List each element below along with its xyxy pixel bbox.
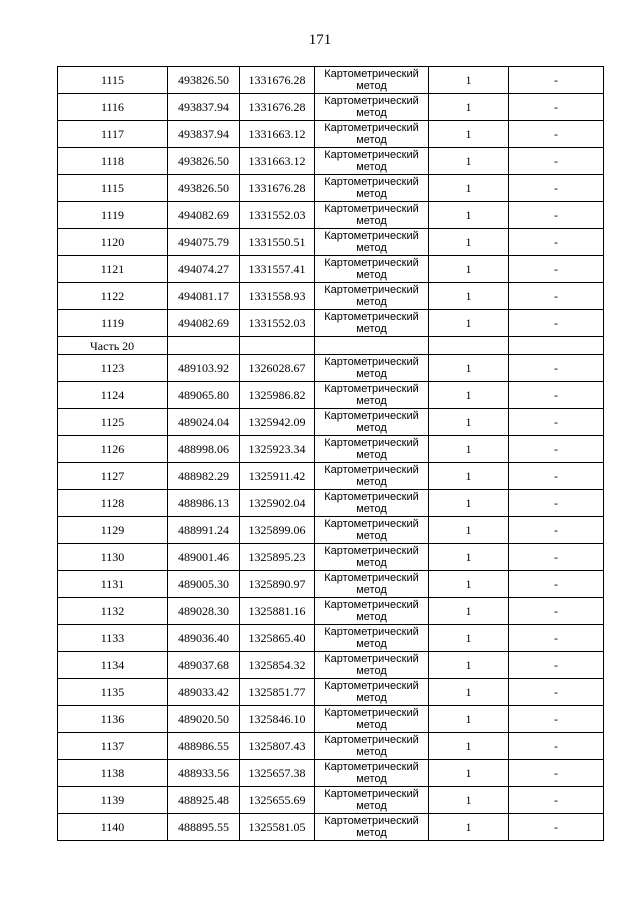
empty-cell — [509, 337, 604, 355]
point-number-cell: 1119 — [58, 202, 168, 229]
method-line-1: Картометрический — [324, 491, 419, 503]
y-coordinate-cell: 1331558.93 — [240, 283, 315, 310]
table-row — [58, 679, 604, 706]
empty-cell — [240, 337, 315, 355]
y-coordinate-cell: 1331676.28 — [240, 175, 315, 202]
method-line-1: Картометрический — [324, 437, 419, 449]
method-line-1: Картометрический — [324, 203, 419, 215]
table-row — [58, 706, 604, 733]
y-coordinate-cell: 1331552.03 — [240, 202, 315, 229]
method-line-2: метод — [356, 368, 387, 380]
note-cell: - — [509, 463, 604, 490]
y-coordinate-cell: 1331663.12 — [240, 121, 315, 148]
method-cell — [315, 409, 429, 436]
note-cell: - — [509, 409, 604, 436]
accuracy-cell: 1 — [429, 67, 509, 94]
y-coordinate-cell: 1325657.38 — [240, 760, 315, 787]
accuracy-cell: 1 — [429, 760, 509, 787]
note-cell: - — [509, 355, 604, 382]
method-line-1: Картометрический — [324, 230, 419, 242]
method-line-2: метод — [356, 107, 387, 119]
y-coordinate-cell: 1331663.12 — [240, 148, 315, 175]
method-line-2: метод — [356, 719, 387, 731]
table-row — [58, 814, 604, 841]
method-line-2: метод — [356, 584, 387, 596]
point-number-cell: 1115 — [58, 67, 168, 94]
method-line-2: метод — [356, 215, 387, 227]
coordinates-table-body — [58, 67, 604, 841]
point-number-cell: 1125 — [58, 409, 168, 436]
y-coordinate-cell: 1326028.67 — [240, 355, 315, 382]
method-line-1: Картометрический — [324, 626, 419, 638]
method-line-1: Картометрический — [324, 95, 419, 107]
accuracy-cell: 1 — [429, 382, 509, 409]
note-cell: - — [509, 310, 604, 337]
y-coordinate-cell: 1325895.23 — [240, 544, 315, 571]
y-coordinate-cell: 1325890.97 — [240, 571, 315, 598]
table-row — [58, 733, 604, 760]
table-row — [58, 256, 604, 283]
x-coordinate-cell: 489036.40 — [168, 625, 240, 652]
method-line-1: Картометрический — [324, 518, 419, 530]
accuracy-cell: 1 — [429, 436, 509, 463]
method-cell — [315, 355, 429, 382]
point-number-cell: 1136 — [58, 706, 168, 733]
method-line-2: метод — [356, 611, 387, 623]
y-coordinate-cell: 1331552.03 — [240, 310, 315, 337]
method-line-2: метод — [356, 323, 387, 335]
point-number-cell: 1140 — [58, 814, 168, 841]
note-cell: - — [509, 760, 604, 787]
x-coordinate-cell: 489028.30 — [168, 598, 240, 625]
table-row — [58, 760, 604, 787]
method-cell — [315, 625, 429, 652]
table-row — [58, 463, 604, 490]
method-cell — [315, 517, 429, 544]
table-row — [58, 283, 604, 310]
method-cell — [315, 175, 429, 202]
method-cell — [315, 706, 429, 733]
y-coordinate-cell: 1331676.28 — [240, 94, 315, 121]
point-number-cell: 1121 — [58, 256, 168, 283]
method-line-1: Картометрический — [324, 599, 419, 611]
x-coordinate-cell: 493826.50 — [168, 175, 240, 202]
method-line-1: Картометрический — [324, 68, 419, 80]
accuracy-cell: 1 — [429, 625, 509, 652]
point-number-cell: 1126 — [58, 436, 168, 463]
x-coordinate-cell: 489001.46 — [168, 544, 240, 571]
method-cell — [315, 679, 429, 706]
point-number-cell: 1135 — [58, 679, 168, 706]
accuracy-cell: 1 — [429, 463, 509, 490]
coordinates-table — [57, 66, 604, 841]
note-cell: - — [509, 598, 604, 625]
method-line-2: метод — [356, 161, 387, 173]
x-coordinate-cell: 493826.50 — [168, 67, 240, 94]
note-cell: - — [509, 787, 604, 814]
empty-cell — [168, 337, 240, 355]
y-coordinate-cell: 1325807.43 — [240, 733, 315, 760]
accuracy-cell: 1 — [429, 652, 509, 679]
x-coordinate-cell: 489037.68 — [168, 652, 240, 679]
note-cell: - — [509, 94, 604, 121]
table-row — [58, 517, 604, 544]
note-cell: - — [509, 571, 604, 598]
method-cell — [315, 760, 429, 787]
method-line-1: Картометрический — [324, 788, 419, 800]
section-label: Часть 20 — [58, 337, 168, 355]
x-coordinate-cell: 493837.94 — [168, 94, 240, 121]
method-cell — [315, 490, 429, 517]
accuracy-cell: 1 — [429, 598, 509, 625]
accuracy-cell: 1 — [429, 517, 509, 544]
point-number-cell: 1116 — [58, 94, 168, 121]
x-coordinate-cell: 494075.79 — [168, 229, 240, 256]
note-cell: - — [509, 652, 604, 679]
method-line-1: Картометрический — [324, 383, 419, 395]
point-number-cell: 1132 — [58, 598, 168, 625]
x-coordinate-cell: 488991.24 — [168, 517, 240, 544]
method-line-2: метод — [356, 476, 387, 488]
accuracy-cell: 1 — [429, 706, 509, 733]
method-line-2: метод — [356, 395, 387, 407]
method-line-1: Картометрический — [324, 734, 419, 746]
point-number-cell: 1128 — [58, 490, 168, 517]
x-coordinate-cell: 494082.69 — [168, 202, 240, 229]
table-row — [58, 67, 604, 94]
table-row — [58, 355, 604, 382]
empty-cell — [315, 337, 429, 355]
point-number-cell: 1129 — [58, 517, 168, 544]
method-line-2: метод — [356, 269, 387, 281]
y-coordinate-cell: 1325655.69 — [240, 787, 315, 814]
accuracy-cell: 1 — [429, 148, 509, 175]
note-cell: - — [509, 121, 604, 148]
point-number-cell: 1138 — [58, 760, 168, 787]
table-row — [58, 229, 604, 256]
table-row — [58, 175, 604, 202]
table-row — [58, 202, 604, 229]
method-line-2: метод — [356, 188, 387, 200]
point-number-cell: 1137 — [58, 733, 168, 760]
x-coordinate-cell: 494082.69 — [168, 310, 240, 337]
table-row — [58, 409, 604, 436]
method-cell — [315, 121, 429, 148]
method-line-2: метод — [356, 746, 387, 758]
note-cell: - — [509, 283, 604, 310]
point-number-cell: 1130 — [58, 544, 168, 571]
table-row — [58, 490, 604, 517]
accuracy-cell: 1 — [429, 814, 509, 841]
method-cell — [315, 310, 429, 337]
x-coordinate-cell: 488933.56 — [168, 760, 240, 787]
point-number-cell: 1122 — [58, 283, 168, 310]
accuracy-cell: 1 — [429, 544, 509, 571]
y-coordinate-cell: 1325881.16 — [240, 598, 315, 625]
note-cell: - — [509, 175, 604, 202]
note-cell: - — [509, 517, 604, 544]
table-row — [58, 625, 604, 652]
note-cell: - — [509, 733, 604, 760]
page-number: 171 — [308, 32, 332, 48]
point-number-cell: 1115 — [58, 175, 168, 202]
method-cell — [315, 382, 429, 409]
accuracy-cell: 1 — [429, 94, 509, 121]
method-cell — [315, 652, 429, 679]
table-row — [58, 787, 604, 814]
accuracy-cell: 1 — [429, 787, 509, 814]
accuracy-cell: 1 — [429, 310, 509, 337]
method-line-1: Картометрический — [324, 284, 419, 296]
point-number-cell: 1123 — [58, 355, 168, 382]
x-coordinate-cell: 493826.50 — [168, 148, 240, 175]
table-row — [58, 652, 604, 679]
method-cell — [315, 67, 429, 94]
point-number-cell: 1131 — [58, 571, 168, 598]
method-line-2: метод — [356, 422, 387, 434]
method-line-2: метод — [356, 503, 387, 515]
method-line-1: Картометрический — [324, 815, 419, 827]
table-row — [58, 148, 604, 175]
note-cell: - — [509, 148, 604, 175]
x-coordinate-cell: 489065.80 — [168, 382, 240, 409]
method-line-1: Картометрический — [324, 257, 419, 269]
note-cell: - — [509, 625, 604, 652]
table-row — [58, 598, 604, 625]
method-line-2: метод — [356, 692, 387, 704]
method-cell — [315, 202, 429, 229]
method-cell — [315, 814, 429, 841]
method-line-2: метод — [356, 800, 387, 812]
accuracy-cell: 1 — [429, 121, 509, 148]
table-row — [58, 310, 604, 337]
x-coordinate-cell: 488998.06 — [168, 436, 240, 463]
method-cell — [315, 598, 429, 625]
x-coordinate-cell: 489005.30 — [168, 571, 240, 598]
method-cell — [315, 283, 429, 310]
note-cell: - — [509, 679, 604, 706]
method-cell — [315, 94, 429, 121]
x-coordinate-cell: 488986.13 — [168, 490, 240, 517]
table-row — [58, 571, 604, 598]
accuracy-cell: 1 — [429, 409, 509, 436]
note-cell: - — [509, 706, 604, 733]
y-coordinate-cell: 1331557.41 — [240, 256, 315, 283]
point-number-cell: 1133 — [58, 625, 168, 652]
point-number-cell: 1119 — [58, 310, 168, 337]
method-line-2: метод — [356, 242, 387, 254]
method-cell — [315, 229, 429, 256]
method-line-2: метод — [356, 638, 387, 650]
x-coordinate-cell: 494074.27 — [168, 256, 240, 283]
y-coordinate-cell: 1325865.40 — [240, 625, 315, 652]
x-coordinate-cell: 493837.94 — [168, 121, 240, 148]
accuracy-cell: 1 — [429, 283, 509, 310]
method-line-1: Картометрический — [324, 653, 419, 665]
method-line-1: Картометрический — [324, 680, 419, 692]
accuracy-cell: 1 — [429, 490, 509, 517]
method-line-1: Картометрический — [324, 122, 419, 134]
method-cell — [315, 733, 429, 760]
y-coordinate-cell: 1325986.82 — [240, 382, 315, 409]
note-cell: - — [509, 544, 604, 571]
method-cell — [315, 787, 429, 814]
method-line-2: метод — [356, 557, 387, 569]
method-line-1: Картометрический — [324, 311, 419, 323]
x-coordinate-cell: 489020.50 — [168, 706, 240, 733]
accuracy-cell: 1 — [429, 256, 509, 283]
method-line-2: метод — [356, 296, 387, 308]
y-coordinate-cell: 1325911.42 — [240, 463, 315, 490]
x-coordinate-cell: 488925.48 — [168, 787, 240, 814]
table-row — [58, 544, 604, 571]
point-number-cell: 1120 — [58, 229, 168, 256]
table-row — [58, 121, 604, 148]
accuracy-cell: 1 — [429, 571, 509, 598]
method-line-2: метод — [356, 773, 387, 785]
point-number-cell: 1118 — [58, 148, 168, 175]
x-coordinate-cell: 489024.04 — [168, 409, 240, 436]
method-line-2: метод — [356, 449, 387, 461]
accuracy-cell: 1 — [429, 733, 509, 760]
method-cell — [315, 436, 429, 463]
x-coordinate-cell: 488986.55 — [168, 733, 240, 760]
x-coordinate-cell: 489033.42 — [168, 679, 240, 706]
note-cell: - — [509, 202, 604, 229]
point-number-cell: 1127 — [58, 463, 168, 490]
y-coordinate-cell: 1325899.06 — [240, 517, 315, 544]
point-number-cell: 1117 — [58, 121, 168, 148]
method-line-1: Картометрический — [324, 545, 419, 557]
note-cell: - — [509, 814, 604, 841]
table-row — [58, 436, 604, 463]
y-coordinate-cell: 1325923.34 — [240, 436, 315, 463]
note-cell: - — [509, 490, 604, 517]
y-coordinate-cell: 1325942.09 — [240, 409, 315, 436]
point-number-cell: 1139 — [58, 787, 168, 814]
method-line-2: метод — [356, 530, 387, 542]
x-coordinate-cell: 488895.55 — [168, 814, 240, 841]
method-line-1: Картометрический — [324, 464, 419, 476]
y-coordinate-cell: 1331550.51 — [240, 229, 315, 256]
method-cell — [315, 148, 429, 175]
method-line-2: метод — [356, 827, 387, 839]
method-cell — [315, 256, 429, 283]
method-line-1: Картометрический — [324, 356, 419, 368]
method-line-2: метод — [356, 134, 387, 146]
y-coordinate-cell: 1325846.10 — [240, 706, 315, 733]
method-cell — [315, 571, 429, 598]
accuracy-cell: 1 — [429, 229, 509, 256]
y-coordinate-cell: 1331676.28 — [240, 67, 315, 94]
method-cell — [315, 544, 429, 571]
method-line-1: Картометрический — [324, 572, 419, 584]
x-coordinate-cell: 494081.17 — [168, 283, 240, 310]
y-coordinate-cell: 1325854.32 — [240, 652, 315, 679]
method-line-1: Картометрический — [324, 410, 419, 422]
method-line-1: Картометрический — [324, 761, 419, 773]
method-line-1: Картометрический — [324, 176, 419, 188]
method-line-2: метод — [356, 80, 387, 92]
y-coordinate-cell: 1325902.04 — [240, 490, 315, 517]
point-number-cell: 1134 — [58, 652, 168, 679]
note-cell: - — [509, 382, 604, 409]
y-coordinate-cell: 1325581.05 — [240, 814, 315, 841]
method-line-1: Картометрический — [324, 149, 419, 161]
accuracy-cell: 1 — [429, 679, 509, 706]
y-coordinate-cell: 1325851.77 — [240, 679, 315, 706]
method-line-1: Картометрический — [324, 707, 419, 719]
x-coordinate-cell: 488982.29 — [168, 463, 240, 490]
empty-cell — [429, 337, 509, 355]
accuracy-cell: 1 — [429, 355, 509, 382]
x-coordinate-cell: 489103.92 — [168, 355, 240, 382]
note-cell: - — [509, 436, 604, 463]
section-row — [58, 337, 604, 355]
point-number-cell: 1124 — [58, 382, 168, 409]
note-cell: - — [509, 67, 604, 94]
method-line-2: метод — [356, 665, 387, 677]
note-cell: - — [509, 256, 604, 283]
note-cell: - — [509, 229, 604, 256]
table-row — [58, 382, 604, 409]
accuracy-cell: 1 — [429, 202, 509, 229]
method-cell — [315, 463, 429, 490]
table-row — [58, 94, 604, 121]
accuracy-cell: 1 — [429, 175, 509, 202]
